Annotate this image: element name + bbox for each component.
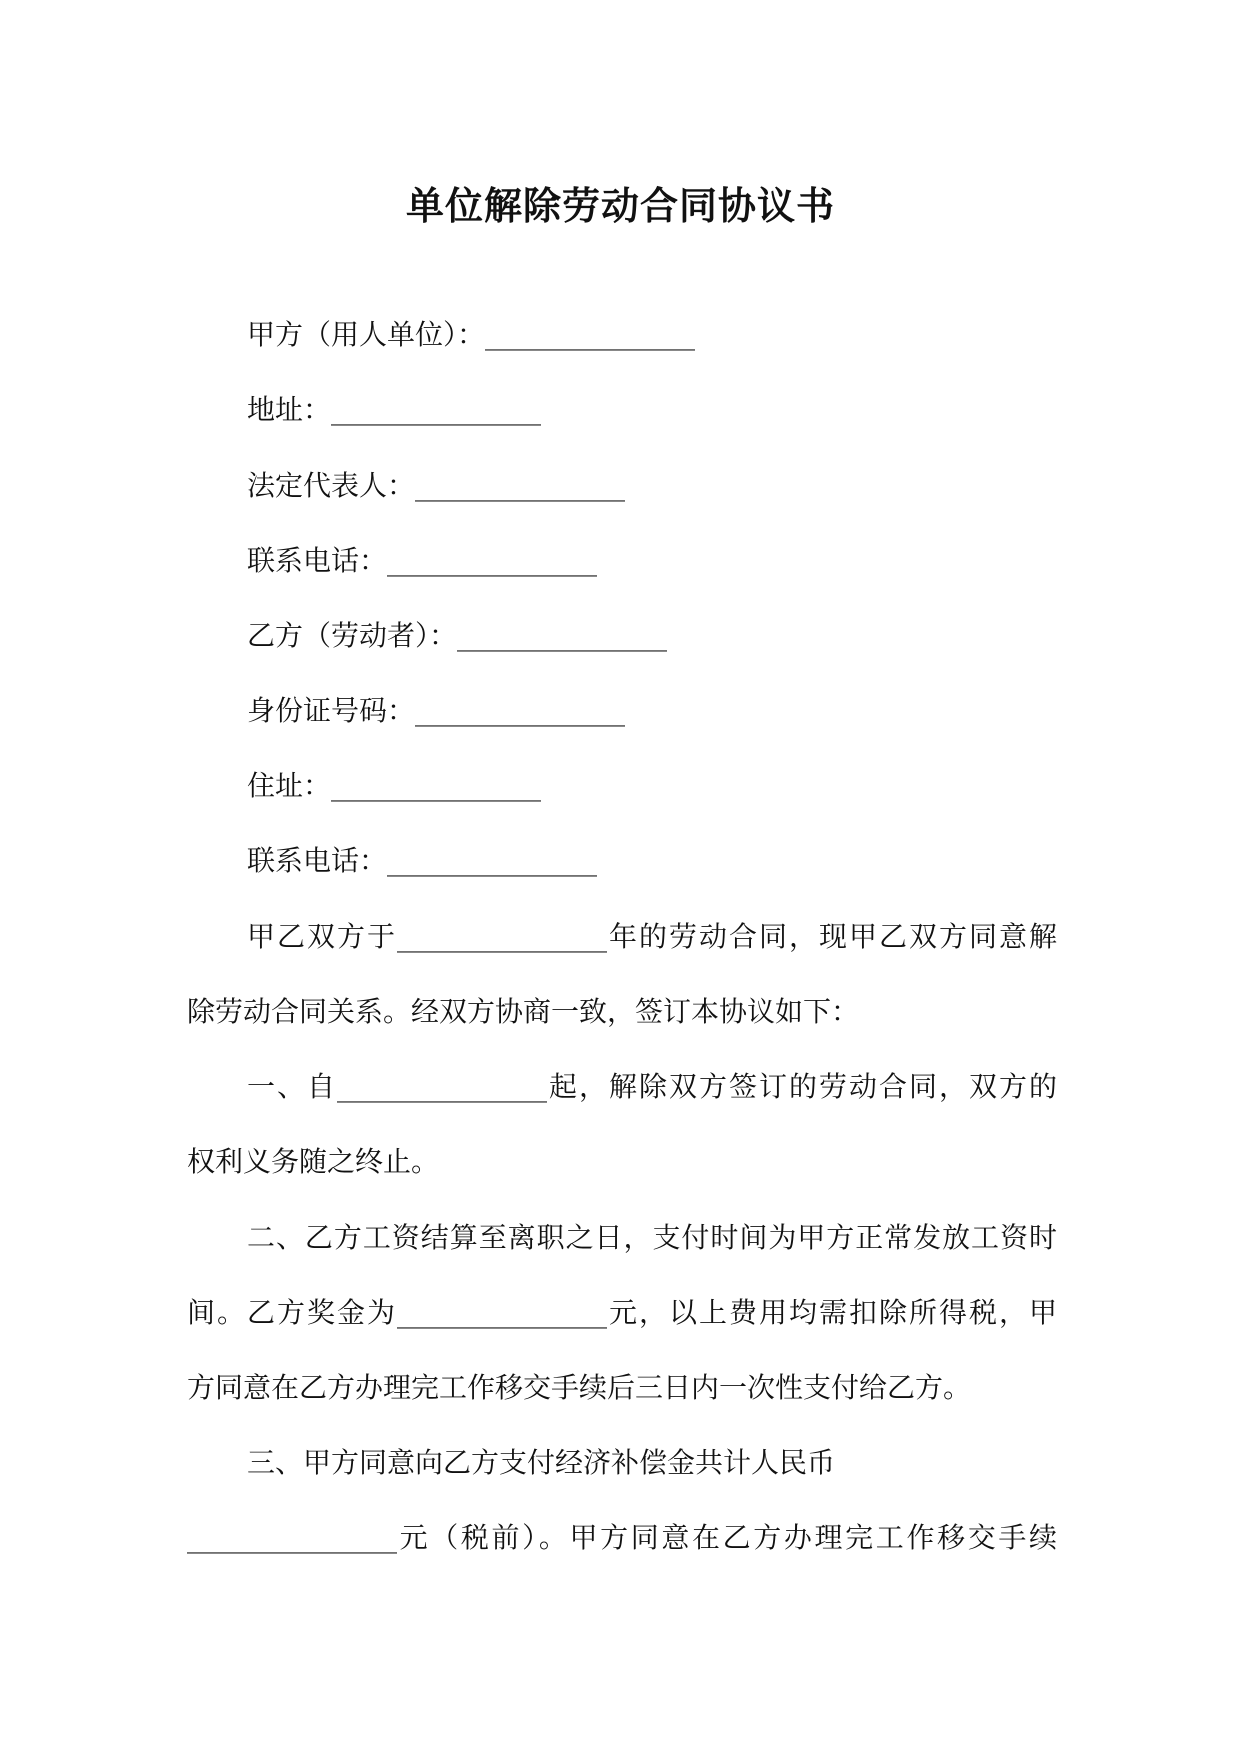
clause-1-line-1: 一、自_______________起，解除双方签订的劳动合同，双方的 [247,1070,1057,1103]
party-a-address-field: 地址：_______________ [247,393,542,426]
party-a-name-field: 甲方（用人单位）：_______________ [247,318,696,351]
document-title: 单位解除劳动合同协议书 [405,183,835,228]
clause-2-line-3: 方同意在乙方办理完工作移交手续后三日内一次性支付给乙方。 [187,1371,972,1404]
party-a-legal-representative-field: 法定代表人：_______________ [247,469,626,502]
party-b-address-field: 住址：_______________ [247,769,542,802]
intro-line-2: 除劳动合同关系。经双方协商一致，签订本协议如下： [187,995,860,1028]
intro-line-1: 甲乙双方于_______________年的劳动合同，现甲乙双方同意解 [247,920,1057,953]
party-b-name-field: 乙方（劳动者）：_______________ [247,619,668,652]
party-b-id-number-field: 身份证号码：_______________ [247,694,626,727]
clause-2-line-1: 二、乙方工资结算至离职之日，支付时间为甲方正常发放工资时 [247,1221,1057,1254]
clause-3-line-1: 三、甲方同意向乙方支付经济补偿金共计人民币 [247,1446,836,1479]
clause-2-line-2: 间。乙方奖金为_______________元，以上费用均需扣除所得税，甲 [187,1296,1057,1329]
party-a-phone-field: 联系电话：_______________ [247,544,598,577]
party-b-phone-field: 联系电话：_______________ [247,844,598,877]
clause-1-line-2: 权利义务随之终止。 [187,1145,440,1178]
clause-3-line-2: _______________元（税前）。甲方同意在乙方办理完工作移交手续 [187,1521,1057,1554]
